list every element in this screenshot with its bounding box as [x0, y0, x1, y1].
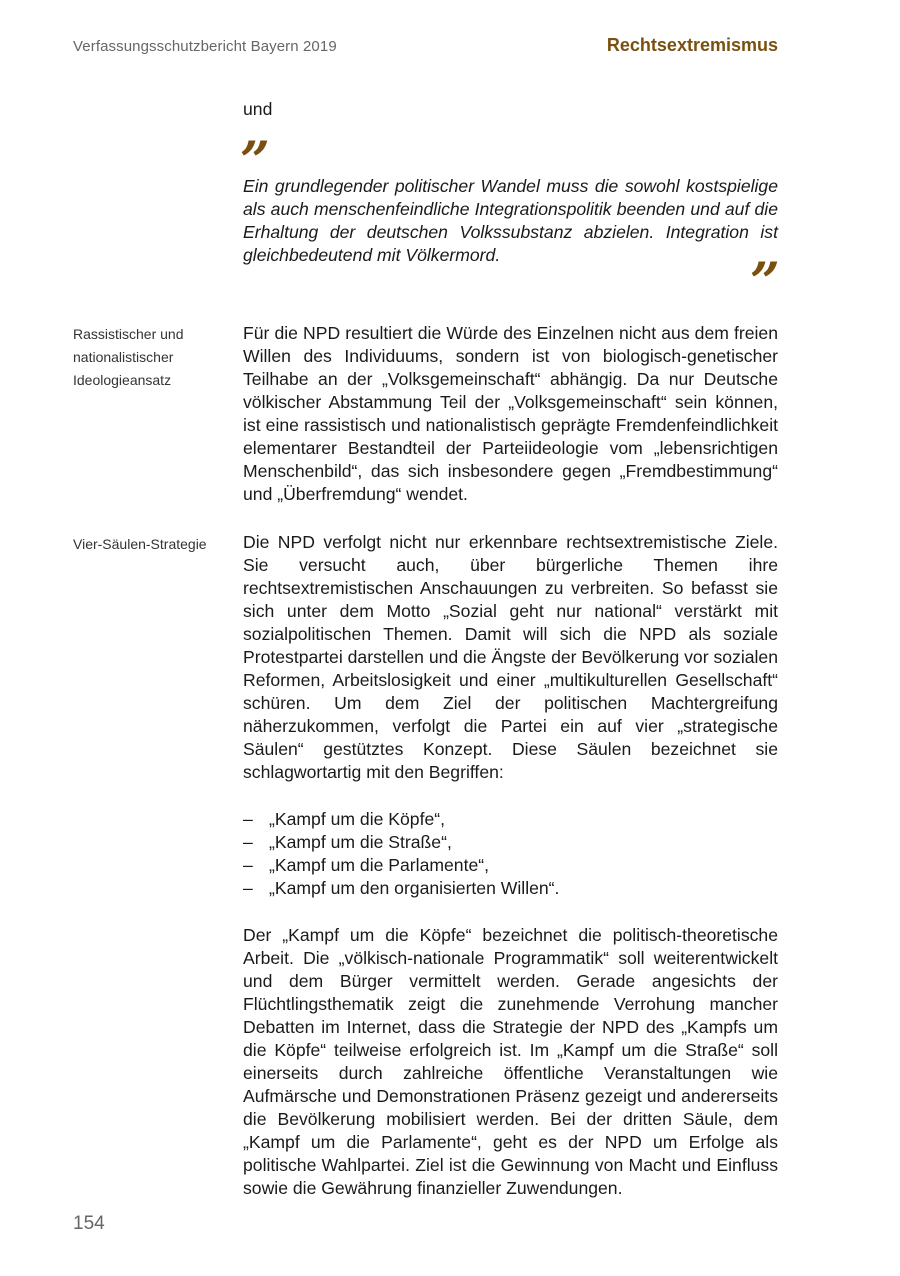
ideology-paragraph: Für die NPD resultiert die Würde des Einzelnen nicht aus dem freien Willen des Individuums, sondern ist von biologisch-genetischer Teilhabe an der „Volksgemeinschaft“ abhängig. Da nur Deutsche völkischer Abstammung Teil der „Volksgemeinschaft“ sein können, ist eine rassistisch und nationalistisch geprägte Fremdenfeindlichkeit elementarer Bestandteil der Parteiideologie vom „lebensrichtigen Menschenbild“, das sich insbesondere gegen „Fremdbestimmung“ und „Überfremdung“ wendet. — [243, 323, 778, 504]
quote-text: Ein grundlegender politischer Wandel muss die sowohl kostspielige als auch menschenfeindliche Integrationspolitik beenden und auf die Erhaltung der deutschen Volkssubstanz abzielen. Integration ist gleichbedeutend mit Völkermord. — [243, 176, 778, 265]
list-dash: – — [243, 878, 253, 898]
quote-open-mark: ” — [240, 131, 270, 192]
margin-note-strategy: Vier-Säulen-Strategie — [73, 536, 207, 552]
pillars-explanation-paragraph: Der „Kampf um die Köpfe“ bezeichnet die politisch-theoretische Arbeit. Die „völkisch-nationale Programmatik“ soll weiterentwickelt und dem Bürger vermittelt werden. Gerade angesichts der Flüchtlingsthematik zeigt die zunehmende Verrohung mancher Debatten im Internet, dass die Strategie der NPD des „Kampfs um die Köpfe“ teilweise erfolgreich ist. Im „Kampf um die Straße“ soll einerseits durch zahlreiche öffentliche Veranstaltungen wie Aufmärsche und Demonstrationen Präsenz gezeigt und andererseits die Bevölkerung mobilisiert werden. Bei der dritten Säule, dem „Kampf um die Parlamente“, geht es der NPD um Erfolge als politische Wahlpartei. Ziel ist die Gewinnung von Macht und Einfluss sowie die Gewährung finanzieller Zuwendungen. — [243, 925, 778, 1198]
intro-text: und — [243, 99, 273, 119]
quote-close-mark: ” — [750, 252, 780, 313]
list-item — [243, 808, 778, 831]
list-item — [243, 854, 778, 877]
section-title: Rechtsextremismus — [606, 35, 778, 55]
strategy-section — [243, 531, 778, 784]
pillars-list — [243, 808, 778, 900]
list-dash: – — [243, 832, 253, 852]
list-dash: – — [243, 809, 253, 829]
list-item-text: „Kampf um die Straße“, — [269, 832, 452, 852]
strategy-paragraph: Die NPD verfolgt nicht nur erkennbare rechtsextremistische Ziele. Sie versucht auch, über bürgerliche Themen ihre rechtsextremistischen Anschauungen zu verbreiten. So befasst sie sich unter dem Motto „Sozial geht nur national“ verstärkt mit sozialpolitischen Themen. Damit will sich die NPD als soziale Protestpartei darstellen und die Ängste der Bevölkerung vor sozialen Reformen, Arbeitslosigkeit und einer „multikulturellen Gesellschaft“ schüren. Um dem Ziel der politischen Machtergreifung näherzukommen, verfolgt die Partei ein auf vier „strategische Säulen“ gestütztes Konzept. Diese Säulen bezeichnet sie schlagwortartig mit den Begriffen: — [243, 532, 778, 782]
list-item-text: „Kampf um den organisierten Willen“. — [269, 878, 560, 898]
margin-note-ideology: Rassistischer und nationalistischer Ideologieansatz — [73, 326, 184, 388]
list-item-text: „Kampf um die Parlamente“, — [269, 855, 490, 875]
pillars-explanation-section — [243, 924, 778, 1200]
list-item — [243, 877, 778, 900]
list-item — [243, 831, 778, 854]
list-item-text: „Kampf um die Köpfe“, — [269, 809, 446, 829]
intro-word — [243, 98, 778, 121]
page-number: 154 — [73, 1213, 105, 1234]
running-header-title: Verfassungsschutzbericht Bayern 2019 — [73, 38, 337, 55]
list-dash: – — [243, 855, 253, 875]
ideology-section — [243, 322, 778, 506]
pillars-section — [243, 808, 778, 900]
